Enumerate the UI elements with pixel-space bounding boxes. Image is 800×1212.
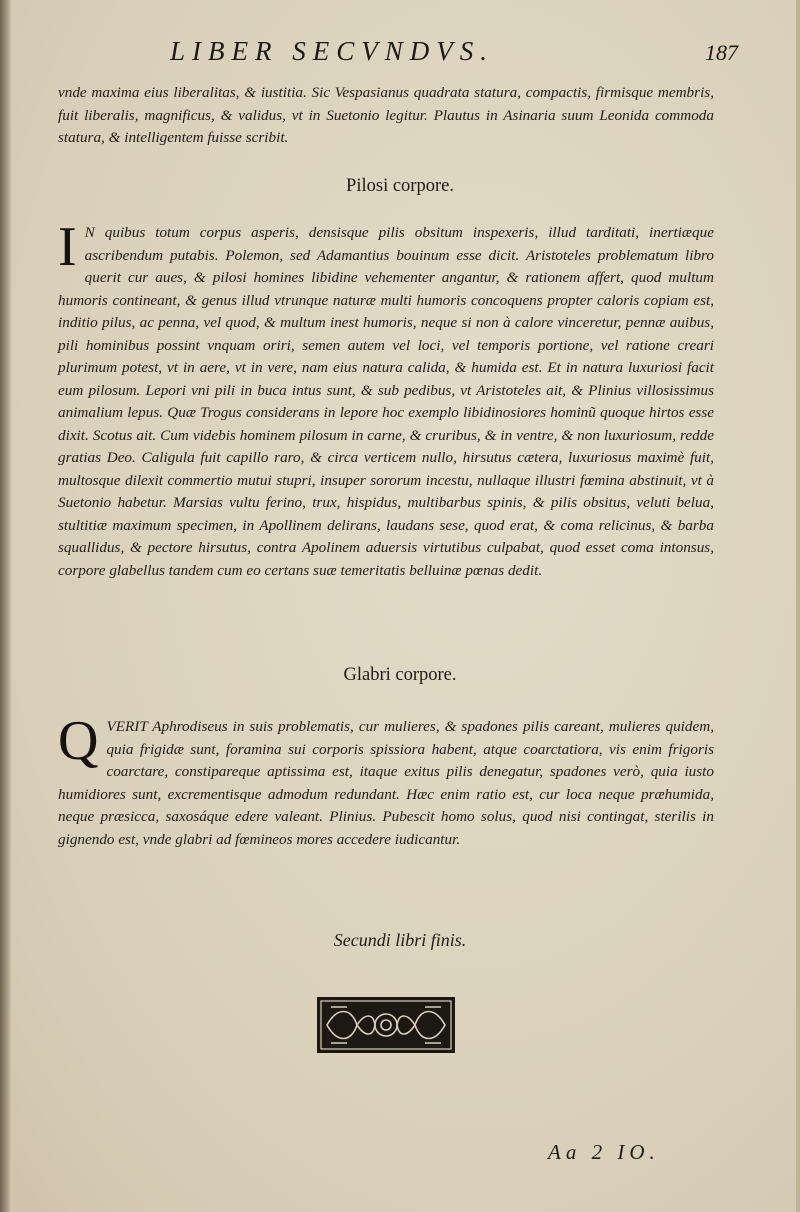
drop-cap-initial: Q <box>58 710 99 772</box>
section-paragraph-pilosi <box>58 216 714 582</box>
page-number: 187 <box>705 40 738 65</box>
section-heading-glabri: Glabri corpore. <box>343 665 457 685</box>
colophon: Secundi libri finis. <box>333 930 467 950</box>
printers-ornament <box>317 997 455 1053</box>
paragraph-body: N quibus totum corpus asperis, densisque pilis obsitum inspexeris, illud tarditati, inertiæque ascribendum putabis. Polemon, sed Adamantius bouinum esse dicit. Aristoteles problematum libro querit cur aues, & pilosi homines libidine vehementer angantur, & rationem affert, quod multum humoris contineant, & genus illud vtrunque naturæ multi humoris concoquens propter caloris copiam est, inditio pilus, ac penna, vel quod, & multum inest humoris, neque si non à calore vinceretur, pennæ auibus, pili hominibus possint vnquam oriri, semen autem vel loci, vel temporis portione, vel ratione creari plurimum potest, vt in aere, vt in vere, nam eius natura calida, & humida est. Et in natura luxuriosi facit eum pilosum. Lepori vni pili in buca intus sunt, & sub pedibus, vt Aristoteles ait, & Plinius villosissimus animalium lepus. Quæ Trogus considerans in lepore hoc exemplo libidinosiores hominũ quoque hirtos esse dixit. Scotus ait. Cum videbis hominem pilosum in carne, & cruribus, & in ventre, & non luxuriosum, redde gratias Deo. Caligula fuit capillo raro, & circa verticem nullo, hirsutus cætera, luxuriosus maximè fuit, multosque dilexit commertio mutui stupri, insuper sororum incestu, nullaque illustri fœmina abstinuit, vt à Suetonio habetur. Marsias vultu ferino, trux, hispidus, multibarbus spinis, & pilis obsitus, veluti belua, stultitiæ maximum specimen, in Apollinem delirans, laudans sese, quod erat, & coma relicinus, & barba squallidus, & pectore hirsutus, contra Apolinem aduersis virtutibus culpabat, quod esset coma intonsus, corpore glabellus tandem cum eo certans suæ temeritatis belluinæ pœnas dedit. <box>58 224 714 579</box>
section-paragraph-glabri <box>58 710 714 851</box>
section-heading-pilosi: Pilosi corpore. <box>346 176 454 196</box>
running-head: LIBER SECVNDVS. <box>170 36 494 66</box>
paragraph-body: VERIT Aphrodiseus in suis problematis, cur mulieres, & spadones pilis careant, mulieres quidem, quia frigidæ sunt, foramina sui corporis spissiora habent, atque coarctatiora, vis enim frigoris coarctare, constipareque aptissima est, itaque exitus pilis denegatur, spadones verò, quia iusto humidiores sunt, excrementisque admodum redundant. Hæc enim ratio est, cur loca neque præhumida, neque præsicca, saxosáque edere valeant. Plinius. Pubescit homo solus, quod nisi contingat, sterilis in gignendo est, vnde glabri ad fœmineos mores accedere iudicantur. <box>58 718 714 848</box>
page-header <box>40 36 760 70</box>
drop-cap-initial: I <box>58 216 77 278</box>
opening-paragraph: vnde maxima eius liberalitas, & iustitia. Sic Vespasianus quadrata statura, compactis, firmisque membris, fuit liberalis, magnificus, & validus, vt in Suetonio legitur. Plautus in Asinaria suum Leonida commoda statura, & intelligentem fuisse scribit. <box>58 84 714 146</box>
signature-mark: Aa 2 IO. <box>548 1140 660 1164</box>
